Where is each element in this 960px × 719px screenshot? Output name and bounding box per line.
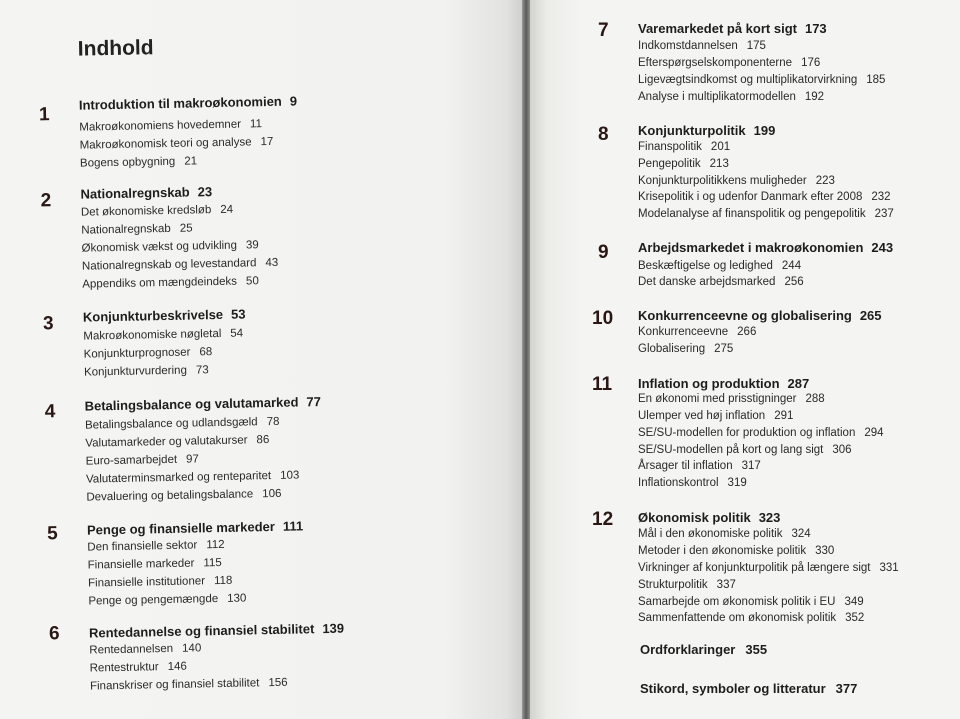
chapter-page: 199 [753, 123, 776, 138]
section-entry[interactable] [638, 175, 835, 187]
section-page: 54 [230, 327, 244, 340]
toc-entry-ordforklaringer[interactable] [640, 642, 767, 657]
section-page: 39 [245, 239, 259, 252]
section-page: 275 [714, 343, 734, 355]
section-title: Inflationskontrol [638, 477, 719, 489]
section-title: Ligevægtsindkomst og multiplikatorvirkning [638, 74, 858, 86]
section-entry[interactable] [638, 74, 885, 86]
section-title: Finanskriser og finansiel stabilitet [89, 677, 260, 693]
page-title: Indhold [77, 36, 154, 61]
section-title: Beskæftigelse og ledighed [638, 260, 773, 272]
section-page: 213 [709, 158, 729, 170]
section-title: Mål i den økonomiske politik [638, 528, 783, 540]
entry-title: Ordforklaringer [640, 642, 736, 657]
chapter-number: 6 [48, 623, 60, 645]
book-spine-gutter [522, 0, 530, 719]
section-title: SE/SU-modellen for produktion og inflation [638, 427, 856, 439]
section-entry[interactable] [638, 57, 820, 69]
chapter-title: Varemarkedet på kort sigt [638, 21, 797, 36]
section-entry[interactable] [638, 545, 834, 557]
right-page [530, 0, 960, 719]
chapter-number: 1 [38, 104, 50, 126]
section-title: Appendiks om mængdeindeks [82, 275, 238, 291]
section-entry[interactable] [86, 488, 281, 504]
section-entry[interactable] [82, 275, 259, 290]
toc-entry-stikord[interactable] [640, 681, 857, 696]
section-page: 73 [195, 364, 209, 377]
section-page: 291 [774, 410, 794, 422]
section-page: 201 [710, 141, 731, 153]
section-title: Årsager til inflation [638, 460, 733, 472]
chapter-title: Arbejdsmarkedet i makroøkonomien [638, 240, 864, 255]
section-entry[interactable] [90, 677, 288, 693]
section-title: Valutaterminsmarked og renteparitet [85, 470, 272, 486]
chapter-number: 7 [598, 20, 609, 41]
section-title: Valutamarkeder og valutakurser [85, 434, 248, 450]
chapter-title: Penge og finansielle markeder [86, 518, 275, 538]
chapter-page: 173 [804, 21, 827, 36]
section-entry[interactable] [80, 155, 197, 169]
chapter-title: Konjunkturbeskrivelse [82, 306, 224, 325]
chapter-title: Konjunkturpolitik [638, 123, 746, 138]
section-entry[interactable] [88, 575, 233, 590]
section-page: 306 [832, 444, 852, 456]
section-entry[interactable] [638, 410, 793, 422]
section-page: 17 [260, 135, 274, 149]
section-title: Makroøkonomiens hovedemner [79, 118, 242, 134]
section-entry[interactable] [90, 661, 187, 675]
section-entry[interactable] [81, 204, 233, 219]
section-entry[interactable] [638, 477, 747, 489]
chapter-page: 111 [282, 518, 304, 534]
section-title: Nationalregnskab og levestandard [81, 257, 257, 273]
chapter-title: Introduktion til makroøkonomien [78, 93, 282, 113]
section-page: 25 [179, 222, 193, 235]
section-title: Det danske arbejdsmarked [638, 276, 776, 288]
section-title: Modelanalyse af finanspolitik og pengepolitik [638, 208, 866, 220]
chapter-number: 3 [42, 313, 54, 335]
section-page: 185 [866, 74, 886, 86]
section-title: SE/SU-modellen på kort og lang sigt [638, 444, 824, 456]
chapter-heading[interactable] [638, 123, 775, 138]
section-title: Finansielle markeder [87, 557, 195, 572]
chapter-page: 53 [230, 306, 246, 322]
chapter-heading[interactable] [80, 184, 212, 202]
section-entry[interactable] [85, 416, 280, 432]
section-title: Betalingsbalance og udlandsgæld [84, 416, 258, 432]
section-entry[interactable] [638, 158, 729, 170]
section-title: Konjunkturvurdering [83, 364, 188, 379]
section-entry[interactable] [79, 118, 262, 134]
section-page: 103 [280, 469, 300, 482]
chapter-title: Inflation og produktion [638, 376, 780, 391]
section-entry[interactable] [638, 460, 761, 472]
chapter-heading[interactable] [638, 376, 809, 391]
chapter-number: 4 [44, 401, 56, 423]
chapter-number: 12 [592, 509, 614, 530]
chapter-title: Konkurrenceevne og globalisering [638, 308, 852, 323]
chapter-title: Betalingsbalance og valutamarked [84, 394, 299, 414]
section-entry[interactable] [638, 276, 804, 288]
section-page: 223 [815, 175, 835, 187]
chapter-title: Rentedannelse og finansiel stabilitet [88, 621, 315, 641]
section-title: Efterspørgselskomponenterne [638, 57, 793, 69]
section-title: Ulemper ved høj inflation [638, 410, 766, 422]
chapter-page: 23 [197, 184, 213, 200]
chapter-number: 10 [592, 308, 614, 329]
section-page: 140 [181, 642, 202, 655]
section-page: 156 [268, 676, 288, 690]
chapter-page: 139 [322, 620, 345, 637]
chapter-title: Økonomisk politik [638, 510, 751, 525]
section-title: Devaluering og betalingsbalance [86, 488, 254, 504]
section-page: 50 [245, 275, 259, 288]
chapter-heading[interactable] [83, 306, 246, 324]
section-page: 256 [784, 276, 804, 288]
chapter-heading[interactable] [85, 394, 322, 414]
section-entry[interactable] [84, 364, 209, 378]
section-title: Rentestruktur [89, 661, 159, 675]
section-entry[interactable] [86, 469, 300, 485]
chapter-number: 2 [40, 190, 52, 212]
section-page: 317 [741, 460, 761, 472]
section-page: 175 [746, 40, 766, 52]
section-entry[interactable] [638, 393, 825, 405]
section-title: Det økonomiske kredsløb [80, 204, 212, 219]
section-title: Finanspolitik [638, 141, 702, 153]
section-entry[interactable] [638, 191, 891, 203]
section-entry[interactable] [83, 328, 243, 343]
section-entry[interactable] [89, 642, 201, 656]
section-title: Bogens opbygning [79, 155, 176, 170]
chapter-page: 77 [306, 394, 322, 410]
section-page: 118 [213, 574, 233, 588]
section-title: Nationalregnskab [81, 222, 171, 237]
section-page: 43 [265, 256, 279, 270]
section-entry[interactable] [84, 346, 213, 360]
section-title: Euro-samarbejdet [85, 453, 178, 468]
section-entry[interactable] [87, 539, 225, 554]
section-entry[interactable] [638, 562, 899, 574]
section-title: Virkninger af konjunkturpolitik på længere sigt [638, 562, 871, 574]
section-entry[interactable] [80, 136, 274, 152]
section-page: 97 [185, 453, 200, 466]
section-entry[interactable] [638, 91, 824, 103]
section-title: Sammenfattende om økonomisk politik [638, 612, 837, 624]
section-title: Pengepolitik [638, 158, 701, 170]
section-page: 237 [874, 208, 894, 220]
chapter-number: 11 [592, 374, 613, 395]
section-entry[interactable] [88, 557, 222, 572]
entry-page: 377 [835, 681, 858, 696]
chapter-number: 8 [598, 124, 609, 145]
section-title: Strukturpolitik [638, 579, 708, 591]
section-title: Økonomisk vækst og udvikling [81, 239, 238, 255]
section-title: Metoder i den økonomiske politik [638, 545, 807, 557]
chapter-page: 287 [787, 376, 810, 391]
section-entry[interactable] [638, 612, 864, 624]
section-page: 112 [206, 538, 225, 552]
chapter-page: 9 [289, 93, 298, 109]
section-page: 352 [845, 612, 865, 624]
section-page: 349 [844, 596, 864, 608]
section-title: Analyse i multiplikatormodellen [638, 91, 796, 103]
entry-page: 355 [745, 642, 768, 657]
section-page: 11 [249, 118, 263, 131]
section-page: 244 [781, 260, 802, 272]
section-entry[interactable] [85, 434, 269, 450]
section-title: Den finansielle sektor [87, 539, 198, 554]
section-title: Samarbejde om økonomisk politik i EU [638, 596, 836, 608]
section-page: 294 [864, 427, 884, 439]
section-title: Konjunkturprognoser [83, 346, 191, 361]
section-title: Globalisering [638, 343, 706, 355]
section-title: Penge og pengemængde [88, 593, 219, 608]
chapter-heading[interactable] [638, 240, 893, 255]
section-page: 68 [199, 346, 213, 359]
chapter-heading[interactable] [89, 621, 344, 641]
section-page: 337 [716, 579, 736, 591]
section-page: 324 [791, 528, 811, 540]
section-entry[interactable] [638, 579, 736, 591]
section-title: Finansielle institutioner [87, 575, 206, 590]
section-page: 86 [256, 434, 270, 447]
section-entry[interactable] [81, 222, 193, 236]
entry-title: Stikord, symboler og litteratur [640, 681, 826, 696]
chapter-heading[interactable] [638, 308, 882, 323]
section-page: 115 [203, 556, 222, 570]
section-page: 319 [727, 477, 747, 489]
section-page: 24 [220, 203, 234, 216]
chapter-number: 5 [46, 523, 58, 545]
chapter-page: 323 [758, 510, 781, 525]
section-page: 78 [266, 415, 280, 429]
section-title: Konkurrenceevne [638, 326, 729, 338]
section-title: En økonomi med prisstigninger [638, 393, 797, 405]
section-title: Makroøkonomisk teori og analyse [79, 136, 252, 152]
section-title: Indkomstdannelsen [638, 40, 738, 52]
section-page: 192 [804, 91, 825, 103]
section-title: Konjunkturpolitikkens muligheder [638, 175, 807, 187]
section-entry[interactable] [638, 528, 811, 540]
section-entry[interactable] [638, 260, 801, 272]
section-title: Makroøkonomiske nøgletal [83, 327, 222, 343]
section-page: 21 [184, 155, 198, 168]
chapter-heading[interactable] [79, 93, 297, 112]
section-page: 176 [801, 57, 821, 69]
chapter-number: 9 [598, 242, 609, 263]
section-entry[interactable] [638, 141, 730, 153]
section-entry[interactable] [638, 326, 756, 338]
section-entry[interactable] [82, 257, 279, 273]
section-page: 288 [805, 393, 825, 405]
section-entry[interactable] [638, 40, 766, 52]
section-page: 146 [167, 660, 188, 674]
section-entry[interactable] [638, 343, 733, 355]
section-page: 331 [879, 562, 899, 574]
section-entry[interactable] [86, 453, 199, 467]
chapter-title: Nationalregnskab [80, 184, 190, 202]
chapter-page: 265 [859, 308, 882, 323]
chapter-heading[interactable] [87, 518, 303, 537]
section-page: 266 [737, 326, 757, 338]
section-page: 106 [262, 487, 282, 501]
section-title: Rentedannelsen [89, 642, 174, 657]
section-page: 330 [815, 545, 835, 557]
section-entry[interactable] [638, 208, 894, 220]
chapter-page: 243 [871, 240, 894, 255]
chapter-heading[interactable] [638, 21, 827, 36]
section-title: Krisepolitik i og udenfor Danmark efter 2008 [638, 191, 863, 203]
section-entry[interactable] [638, 427, 884, 439]
section-entry[interactable] [82, 239, 259, 254]
section-entry[interactable] [638, 596, 864, 608]
section-entry[interactable] [88, 593, 246, 608]
chapter-heading[interactable] [638, 510, 780, 525]
section-page: 130 [227, 592, 247, 605]
section-entry[interactable] [638, 444, 852, 456]
section-page: 232 [871, 191, 891, 203]
